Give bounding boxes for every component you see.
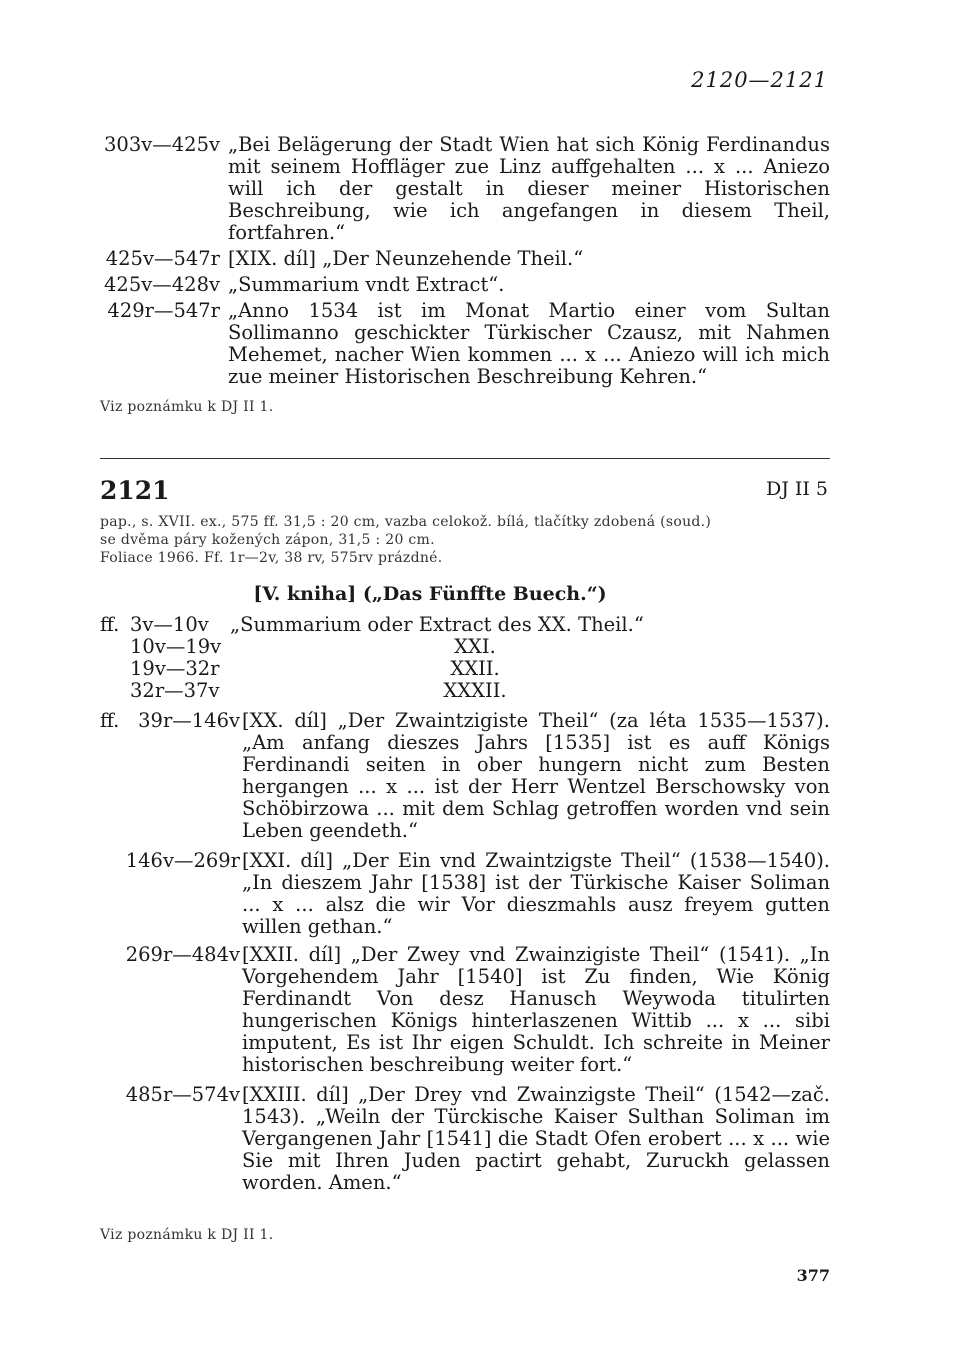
summary-part: XXXII. <box>443 679 507 702</box>
folio-range: 146v—269r <box>125 849 240 872</box>
summary-row <box>100 636 660 658</box>
entry-text: [XXII. díl] „Der Zwey vnd Zwainzigiste Theil“ (1541). „In Vorgehendem Jahr [1540] ist Zu finden, Wie König Ferdinandt Von desz Hanusch Weywoda titulirten hungerischen Königs hinterlaszenen Wittib ... x ... sibi imputent, Es ist Ihr eigen Schuldt. Ich schreite in Meiner historischen beschreibung weiter fort.“ <box>242 943 830 1076</box>
running-head: 2120—2121 <box>691 68 828 92</box>
folio-range: 10v—19v <box>130 635 222 658</box>
shelf-signature: DJ II 5 <box>765 478 828 500</box>
summary-row <box>100 614 660 636</box>
entry-425v-428v <box>100 274 830 296</box>
summary-row <box>100 658 660 680</box>
folio-range: 3v—10v <box>130 613 209 636</box>
folio-range: 303v—425v <box>104 133 220 156</box>
entry-text: [XX. díl] „Der Zwaintzigiste Theil“ (za léta 1535—1537). „Am anfang dieszes Jahrs [1535] ist es auff Königs Ferdinandi seiten in ober hungern nicht zum Besten hergangen ... x ... ist der Herr Wentzel Berschowsky von Schöbirzowa ... mit dem Schlag getroffen worden vnd sein Leben geendeth.“ <box>242 709 830 842</box>
cross-reference-note: Viz poznámku k DJ II 1. <box>100 399 274 415</box>
folio-range: 425v—428v <box>104 273 220 296</box>
section-divider <box>100 458 830 459</box>
summary-title: „Summarium oder Extract des XX. Theil.“ <box>230 613 644 636</box>
entry-485r-574v <box>100 1084 830 1194</box>
entry-text: [XIX. díl] „Der Neunzehende Theil.“ <box>228 247 584 270</box>
entry-text: [XXI. díl] „Der Ein vnd Zwaintzigste Theil“ (1538—1540). „In dieszem Jahr [1538] ist der Türkische Kaiser Soliman ... x ... alsz die wir Vor dieszmahls ausz freyem gutten willen gethan.“ <box>242 849 830 938</box>
page-number: 377 <box>796 1266 830 1285</box>
physical-description <box>100 513 830 567</box>
entry-303v-425v <box>100 134 830 244</box>
description-line: Foliace 1966. Ff. 1r—2v, 38 rv, 575rv prázdné. <box>100 550 443 566</box>
entry-text: [XXIII. díl] „Der Drey vnd Zwainzigste Theil“ (1542—zač. 1543). „Weiln der Türckische Kaiser Sulthan Soliman im Vergangenen Jahr [1541] die Stadt Ofen erobert ... x ... wie Sie mit Ihren Juden pactirt gehabt, Zuruckh gelassen worden. Amen.“ <box>242 1083 830 1194</box>
folio-range: 269r—484v <box>125 943 240 966</box>
cross-reference-note: Viz poznámku k DJ II 1. <box>100 1227 274 1243</box>
entry-425v-547r <box>100 248 830 270</box>
summary-part: XXII. <box>450 657 500 680</box>
folio-abbrev: ff. <box>100 709 120 732</box>
entry-429r-547r <box>100 300 830 388</box>
folio-range: 485r—574v <box>125 1083 240 1106</box>
entry-146v-269r <box>100 850 830 938</box>
record-number: 2121 <box>100 476 170 505</box>
folio-range: 425v—547r <box>105 247 220 270</box>
folio-range: 32r—37v <box>130 679 220 702</box>
summary-row <box>100 680 660 702</box>
folio-range: 39r—146v <box>138 709 240 732</box>
entry-text: „Bei Belägerung der Stadt Wien hat sich König Ferdinandus mit seinem Hoffläger zue Linz auffgehalten ... x ... Aniezo will ich der gestalt in dieser meiner Historischen Beschreibung, wie ich angefangen in diesem Theil, fortfahren.“ <box>228 133 830 244</box>
description-line: pap., s. XVII. ex., 575 ff. 31,5 : 20 cm, vazba celokož. bílá, tlačítky zdobená (soud.) <box>100 514 712 530</box>
entry-text: „Summarium vndt Extract“. <box>228 273 505 296</box>
folio-abbrev: ff. <box>100 613 120 636</box>
summary-part: XXI. <box>454 635 496 658</box>
description-line: se dvěma páry kožených zápon, 31,5 : 20 cm. <box>100 532 435 548</box>
entry-text: „Anno 1534 ist im Monat Martio einer vom Sultan Sollimanno geschickter Türkischer Czausz, mit Nahmen Mehemet, nacher Wien kommen ... x ... Aniezo will ich mich zue meiner Historischen Beschreibung Kehren.“ <box>228 299 830 388</box>
entry-269r-484v <box>100 944 830 1076</box>
folio-range: 429r—547r <box>107 299 220 322</box>
book-title: [V. kniha] („Das Fünffte Buech.“) <box>253 583 607 605</box>
folio-range: 19v—32r <box>130 657 220 680</box>
entry-39r-146v <box>100 710 830 842</box>
